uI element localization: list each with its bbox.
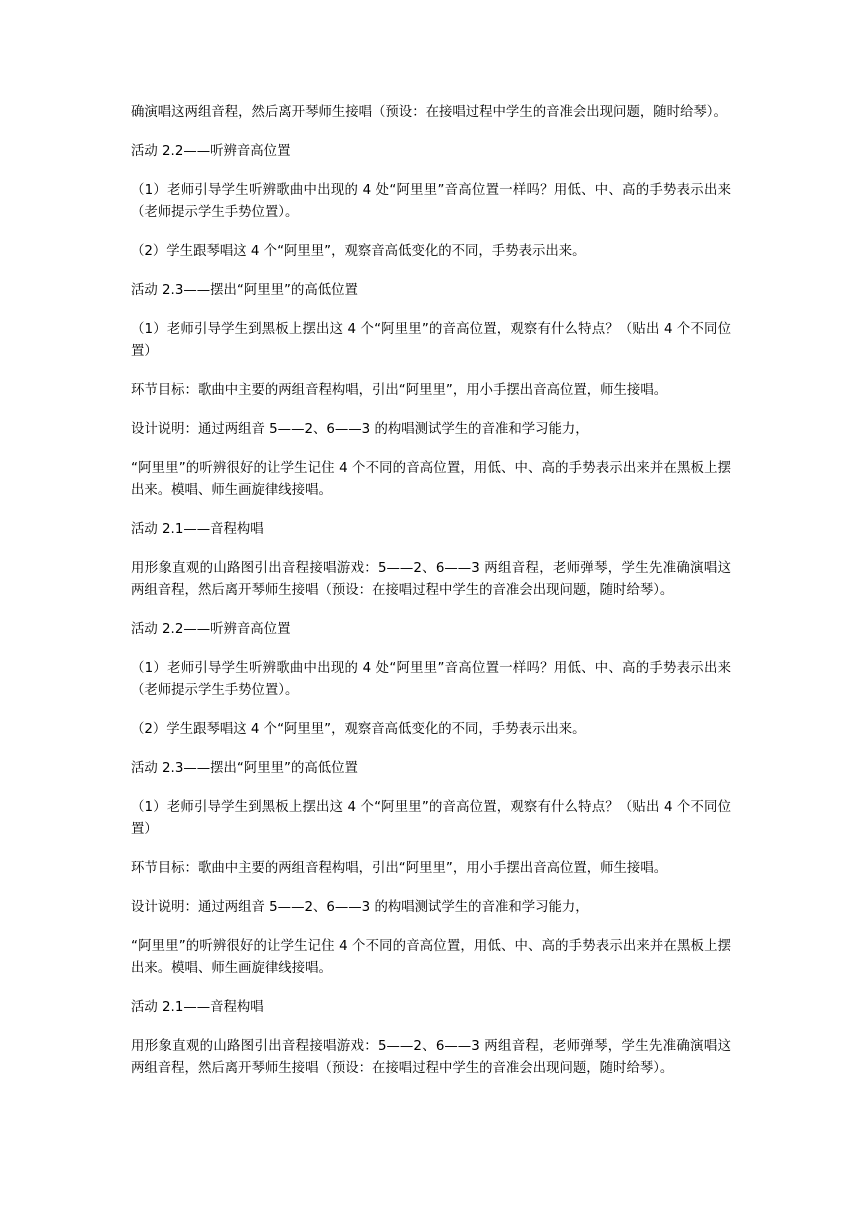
paragraph: （2）学生跟琴唱这 4 个“阿里里”，观察音高低变化的不同，手势表示出来。 (131, 722, 586, 737)
activity-heading: 活动 2.1——音程构唱 (131, 522, 264, 537)
paragraph: “阿里里”的听辨很好的让学生记住 4 个不同的音高位置，用低、中、高的手势表示出来并在黑板上摆出来。模唱、师生画旋律线接唱。 (131, 461, 731, 498)
activity-heading: 活动 2.2——听辨音高位置 (131, 144, 291, 159)
activity-heading: 活动 2.1——音程构唱 (131, 1000, 264, 1015)
document-body (131, 102, 731, 1097)
paragraph: （2）学生跟琴唱这 4 个“阿里里”，观察音高低变化的不同，手势表示出来。 (131, 244, 586, 259)
activity-heading: 活动 2.3——摆出“阿里里”的高低位置 (131, 761, 358, 776)
paragraph: 用形象直观的山路图引出音程接唱游戏：5——2、6——3 两组音程，老师弹琴，学生先准确演唱这两组音程，然后离开琴师生接唱（预设：在接唱过程中学生的音准会出现问题，随时给琴）。 (131, 561, 731, 598)
activity-heading: 活动 2.3——摆出“阿里里”的高低位置 (131, 283, 358, 298)
paragraph-continuation: 确演唱这两组音程，然后离开琴师生接唱（预设：在接唱过程中学生的音准会出现问题，随时给琴）。 (131, 105, 727, 120)
paragraph-goal: 环节目标：歌曲中主要的两组音程构唱，引出“阿里里”，用小手摆出音高位置，师生接唱。 (131, 383, 668, 398)
paragraph: （1）老师引导学生到黑板上摆出这 4 个“阿里里”的音高位置，观察有什么特点？（贴出 4 个不同位置） (131, 800, 731, 837)
paragraph: （1）老师引导学生听辨歌曲中出现的 4 处“阿里里”音高位置一样吗？用低、中、高的手势表示出来（老师提示学生手势位置）。 (131, 183, 731, 220)
paragraph: 用形象直观的山路图引出音程接唱游戏：5——2、6——3 两组音程，老师弹琴，学生先准确演唱这两组音程，然后离开琴师生接唱（预设：在接唱过程中学生的音准会出现问题，随时给琴）。 (131, 1039, 731, 1076)
paragraph-design-note: 设计说明：通过两组音 5——2、6——3 的构唱测试学生的音准和学习能力， (131, 900, 589, 915)
paragraph: （1）老师引导学生听辨歌曲中出现的 4 处“阿里里”音高位置一样吗？用低、中、高的手势表示出来（老师提示学生手势位置）。 (131, 661, 731, 698)
paragraph-design-note: 设计说明：通过两组音 5——2、6——3 的构唱测试学生的音准和学习能力， (131, 422, 589, 437)
paragraph: （1）老师引导学生到黑板上摆出这 4 个“阿里里”的音高位置，观察有什么特点？（贴出 4 个不同位置） (131, 322, 731, 359)
paragraph: “阿里里”的听辨很好的让学生记住 4 个不同的音高位置，用低、中、高的手势表示出来并在黑板上摆出来。模唱、师生画旋律线接唱。 (131, 939, 731, 976)
paragraph-goal: 环节目标：歌曲中主要的两组音程构唱，引出“阿里里”，用小手摆出音高位置，师生接唱。 (131, 861, 668, 876)
activity-heading: 活动 2.2——听辨音高位置 (131, 622, 291, 637)
